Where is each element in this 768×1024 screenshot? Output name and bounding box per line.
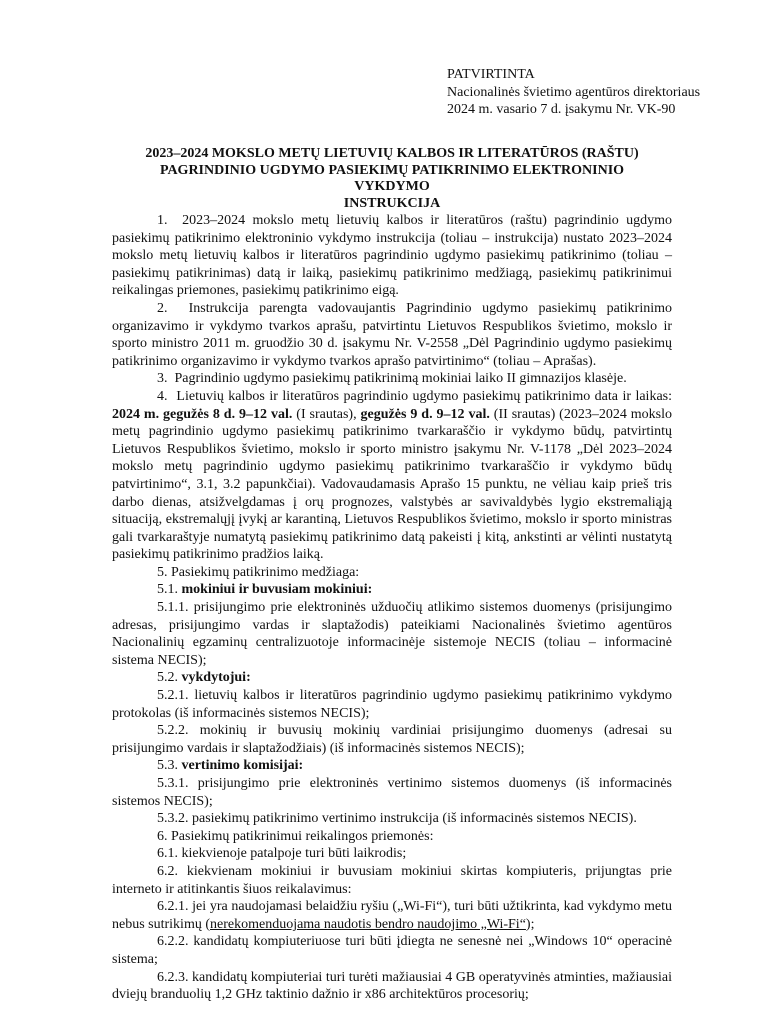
- paragraph-1: 1. 2023–2024 mokslo metų lietuvių kalbos ir literatūros (raštu) pagrindinio ugdymo pasiekimų patikrinimo elektroninio vykdymo instrukcija (toliau – instrukcija) nustato 2023–2024 mokslo metų lietuvių kalbos ir literatūros pagrindinio ugdymo pasiekimų patikrinimo (toliau – pasiekimų patikrinimas) datą ir laiką, pasiekimų patikrinimo medžiagą, pasiekimų patikrinimui reikalingas priemones, pasiekimų patikrinimo eigą.: [112, 213, 672, 299]
- paragraph-6-1: 6.1. kiekvienoje patalpoje turi būti laikrodis;: [157, 846, 407, 862]
- paragraph-5-1-1: 5.1.1. prisijungimo prie elektroninės užduočių atlikimo sistemos duomenys (prisijungimo adresas, prisijungimo vardas ir slaptažodis) pateikiami Nacionalinės švietimo agentūros Nacionalinių egzaminų centralizuotoje informacinėje sistemoje NECIS (toliau – informacinė sistema NECIS);: [112, 600, 672, 668]
- paragraph-5-2-1: 5.2.1. lietuvių kalbos ir literatūros pagrindinio ugdymo pasiekimų patikrinimo vykdymo protokolas (iš informacinės sistemos NECIS);: [112, 688, 672, 721]
- paragraph-5-3-label: vertinimo komisijai:: [181, 758, 304, 774]
- paragraph-5-1-number: 5.1.: [157, 582, 182, 598]
- title-line-3: INSTRUKCIJA: [343, 195, 441, 211]
- paragraph-4: [112, 388, 672, 564]
- paragraph-3: 3. Pagrindinio ugdymo pasiekimų patikrinimą mokiniai laiko II gimnazijos klasėje.: [157, 371, 627, 387]
- paragraph-4-rest: (II srautas) (2023–2024 mokslo metų pagrindinio ugdymo pasiekimų patikrinimo tvarkaraščio ir vykdymo būdų, patvirtintų Lietuvos Respublikos švietimo, mokslo ir sporto ministro įsakymu Nr. V-1178 „Dėl 2023–2024 mokslo metų pagrindinio ugdymo pasiekimų patikrinimo tvarkaraščio ir vykdymo būdų patvirtinimo“, 3.1, 3.2 papunkčiai). Vadovaudamasis Aprašo 15 punktu, ne vėliau kaip prieš tris darbo dienas, atsižvelgdamas į orų prognozes, valstybės ar savivaldybės lygio ekstremaliąją situaciją, ekstremalųjį įvykį ar karantiną, Lietuvos Respublikos švietimo, mokslo ir sporto ministras gali tvarkaraštyje numatytą pasiekimų patikrinimo datą pakeisti į kitą, ankstinti ar vėlinti nustatytą pasiekimų patikrinimo pradžios laiką.: [112, 406, 673, 563]
- paragraph-6-2: 6.2. kiekvienam mokiniui ir buvusiam mokiniui skirtas kompiuteris, prijungtas prie interneto ir atitinkantis šiuos reikalavimus:: [112, 863, 672, 897]
- paragraph-5-2-number: 5.2.: [157, 670, 182, 686]
- paragraph-5-2: [112, 669, 672, 687]
- paragraph-5-3: [112, 757, 672, 775]
- paragraph-6-2-3: 6.2.3. kandidatų kompiuteriai turi turėti mažiausiai 4 GB operatyvinės atminties, mažiausiai dviejų branduolių 1,2 GHz taktinio dažnio ir x86 architektūros procesorių;: [112, 969, 672, 1003]
- paragraph-5-3-number: 5.3.: [157, 758, 182, 774]
- title-line-2: PAGRINDINIO UGDYMO PASIEKIMŲ PATIKRINIMO ELEKTRONINIO VYKDYMO: [159, 162, 625, 194]
- paragraph-5-1: [112, 581, 672, 599]
- document-body: [112, 212, 672, 1004]
- document-title: [130, 146, 654, 212]
- paragraph-5: 5. Pasiekimų patikrinimo medžiaga:: [157, 564, 360, 580]
- exam-date-stream-2: gegužės 9 d. 9–12 val.: [360, 406, 490, 422]
- paragraph-6-2-1: [112, 898, 672, 933]
- paragraph-4-start: 4. Lietuvių kalbos ir literatūros pagrindinio ugdymo pasiekimų patikrinimo data ir laikas:: [157, 388, 672, 404]
- approval-order: 2024 m. vasario 7 d. įsakymu Nr. VK-90: [447, 102, 676, 117]
- paragraph-2: 2. Instrukcija parengta vadovaujantis Pagrindinio ugdymo pasiekimų patikrinimo organizavimo ir vykdymo tvarkos aprašu, patvirtintu Lietuvos Respublikos švietimo, mokslo ir sporto ministro 2011 m. gruodžio 30 d. įsakymu Nr. V-2558 „Dėl Pagrindinio ugdymo pasiekimų patikrinimo organizavimo ir vykdymo tvarkos aprašo patvirtinimo“ (toliau – Aprašas).: [112, 300, 672, 369]
- approval-block: [447, 66, 700, 119]
- paragraph-6-2-1-underlined: nerekomenduojama naudotis bendro naudojimo „Wi-Fi“: [210, 916, 526, 932]
- paragraph-6-2-2: 6.2.2. kandidatų kompiuteriuose turi būti įdiegta ne senesnė nei „Windows 10“ operacinė sistema;: [112, 934, 672, 967]
- paragraph-5-3-1: 5.3.1. prisijungimo prie elektroninės vertinimo sistemos duomenys (iš informacinės sistemos NECIS);: [112, 776, 672, 809]
- paragraph-5-3-2: 5.3.2. pasiekimų patikrinimo vertinimo instrukcija (iš informacinės sistemos NECIS).: [157, 811, 637, 827]
- paragraph-5-2-2: 5.2.2. mokinių ir buvusių mokinių vardiniai prisijungimo duomenys (adresai su prisijungimo vardais ir slaptažodžiais) (iš informacinės sistemos NECIS);: [112, 723, 672, 756]
- paragraph-5-2-label: vykdytojui:: [181, 670, 251, 686]
- approval-heading: PATVIRTINTA: [447, 67, 535, 82]
- title-line-1: 2023–2024 MOKSLO METŲ LIETUVIŲ KALBOS IR LITERATŪROS (RAŠTU): [145, 146, 639, 161]
- paragraph-6-2-1-end: );: [525, 916, 535, 932]
- paragraph-4-mid: (I srautas),: [292, 406, 361, 422]
- paragraph-6-2-1-start: 6.2.1. jei yra naudojamasi belaidžiu ryšiu („Wi-Fi“), turi būti užtikrinta, kad vykdymo metu nebus sutrikimų (: [112, 899, 672, 932]
- exam-date-stream-1: 2024 m. gegužės 8 d. 9–12 val.: [112, 406, 293, 422]
- approval-authority: Nacionalinės švietimo agentūros direktoriaus: [447, 84, 701, 100]
- paragraph-6: 6. Pasiekimų patikrinimui reikalingos priemonės:: [157, 828, 434, 844]
- paragraph-5-1-label: mokiniui ir buvusiam mokiniui:: [181, 582, 373, 598]
